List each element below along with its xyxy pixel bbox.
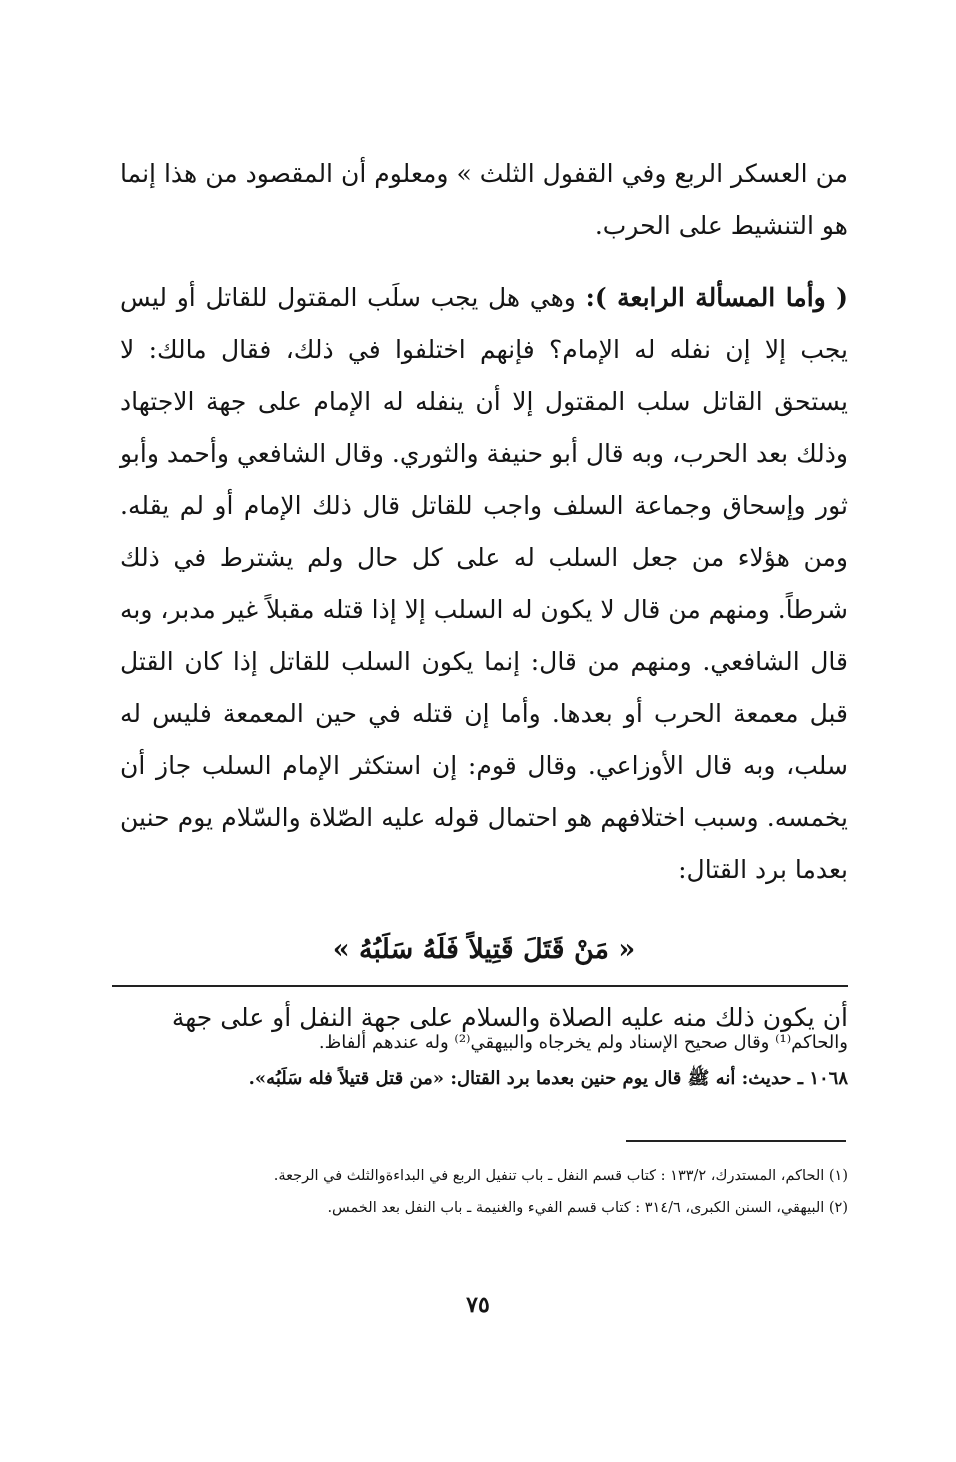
paragraph-1: من العسكر الربع وفي القفول الثلث » ومعلوم أن المقصود من هذا إنما هو التنشيط على الحرب. — [120, 159, 848, 240]
paragraph-3: أن يكون ذلك منه عليه الصلاة والسلام على جهة النفل أو على جهة — [171, 1003, 848, 1032]
page-number: ٧٥ — [466, 1292, 490, 1318]
footnotes — [112, 1160, 848, 1224]
footnote-1: (١) الحاكم، المستدرك، ١٣٣/٢ : كتاب قسم النفل ـ باب تنفيل الربع في البداءةوالثلث في الرجعة. — [273, 1168, 848, 1184]
footnote-divider — [626, 1140, 846, 1142]
main-divider — [112, 985, 848, 987]
note-line-2: ١٠٦٨ ـ حديث: أنه ﷺ قال يوم حنين بعدما برد القتال: «من قتل قتيلاً فله سَلَبُه». — [248, 1068, 848, 1089]
section-heading: ( وأما المسألة الرابعة ): — [585, 283, 848, 312]
main-text — [120, 148, 848, 1044]
hadith-quote: « مَنْ قَتَلَ قَتِيلاً فَلَهُ سَلَبُهُ » — [332, 934, 636, 965]
paragraph-2 — [120, 272, 848, 896]
footnote-2: (٢) البيهقي، السنن الكبرى، ٣١٤/٦ : كتاب قسم الفيء والغنيمة ـ باب النفل بعد الخمس. — [327, 1200, 848, 1216]
note-line-1: والحاكم⁽¹⁾ وقال صحيح الإسناد ولم يخرجاه والبيهقي⁽²⁾ وله عندهم ألفاظ. — [318, 1032, 848, 1053]
paragraph-2-body: وهي هل يجب سلَب المقتول للقاتل أو ليس يجب إلا إن نفله له الإمام؟ فإنهم اختلفوا في ذلك، فقال مالك: لا يستحق القاتل سلب المقتول إلا أن ينفله له الإمام على جهة الاجتهاد وذلك بعد الحرب، وبه قال أبو حنيفة والثوري. وقال الشافعي وأحمد وأبو ثور وإسحاق وجماعة السلف واجب للقاتل قال ذلك الإمام أو لم يقله. ومن هؤلاء من جعل السلب له على كل حال ولم يشترط في ذلك شرطاً. ومنهم من قال لا يكون له السلب إلا إذا قتله مقبلاً غير مدبر، وبه قال الشافعي. ومنهم من قال: إنما يكون السلب للقاتل إذا كان القتل قبل معمعة الحرب أو بعدها. وأما إن قتله في حين المعمعة فليس له سلب، وبه قال الأوزاعي. وقال قوم: إن استكثر الإمام السلب جاز أن يخمسه. وسبب اختلافهم هو احتمال قوله عليه الصّلاة والسّلام يوم حنين بعدما برد القتال: — [120, 283, 848, 884]
hadith-notes — [112, 1025, 848, 1097]
